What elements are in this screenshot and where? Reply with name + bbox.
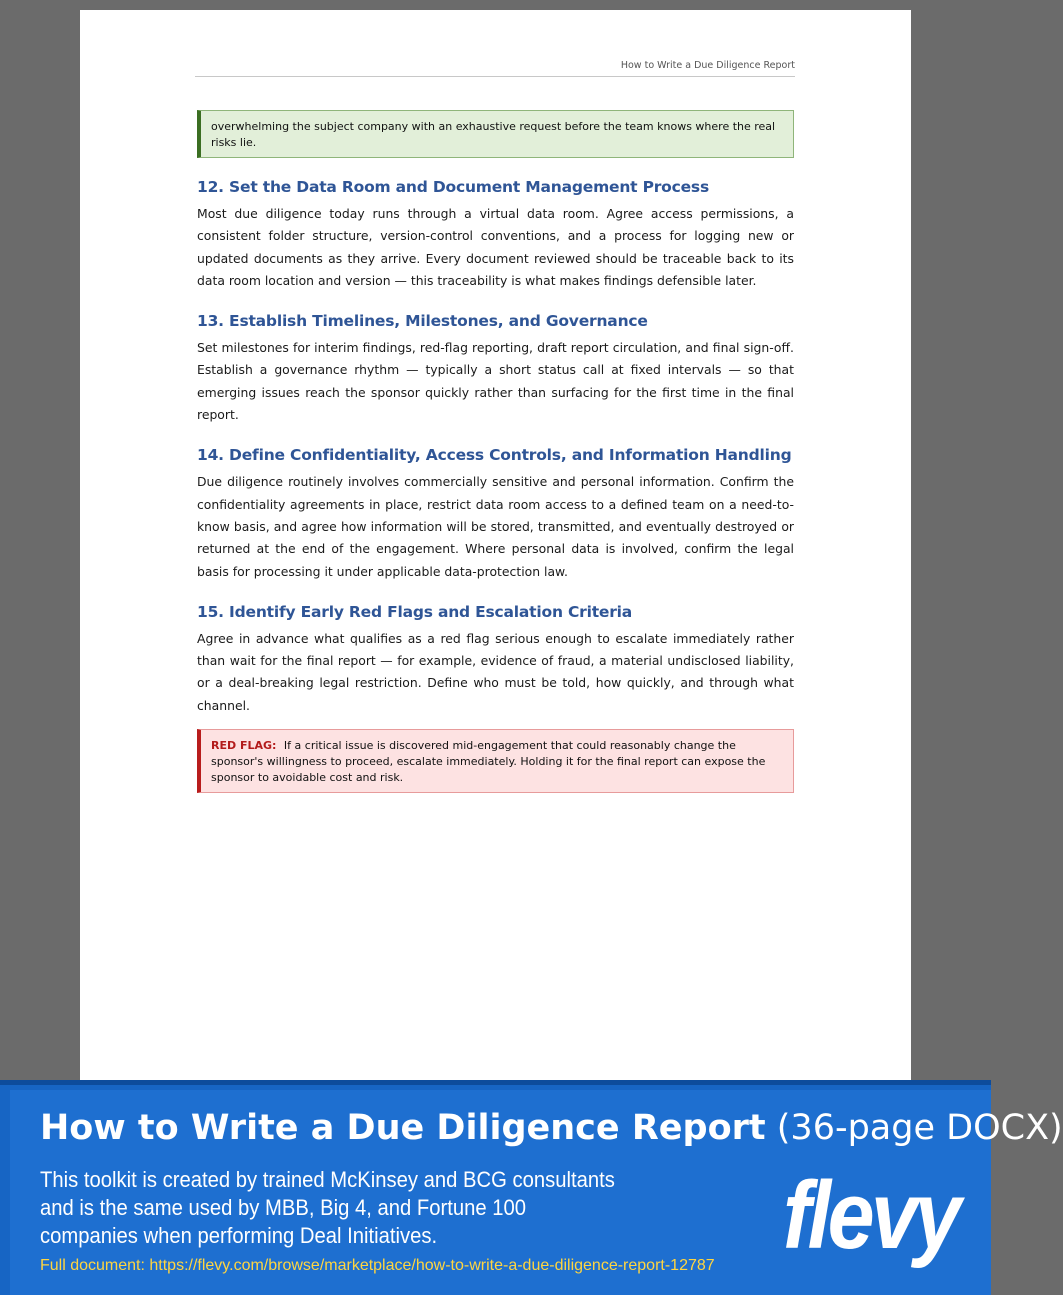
full-document-link[interactable]: Full document: https://flevy.com/browse/marketplace/how-to-write-a-due-diligence-report-12787 bbox=[40, 1257, 715, 1274]
note-callout: overwhelming the subject company with an exhaustive request before the team knows where the real risks lie. bbox=[197, 110, 794, 158]
page-content bbox=[197, 110, 794, 793]
red-flag-text: If a critical issue is discovered mid-engagement that could reasonably change the sponsor's willingness to proceed, escalate immediately. Holding it for the final report can expose the sponsor to avoidable cost and risk. bbox=[211, 739, 766, 785]
section-heading: 15. Identify Early Red Flags and Escalation Criteria bbox=[197, 602, 633, 621]
red-flag-callout bbox=[197, 729, 794, 793]
section-body: Agree in advance what qualifies as a red flag serious enough to escalate immediately rather than wait for the final report — for example, evidence of fraud, a material undisclosed liability, or a deal-breaking legal restriction. Define who must be told, how quickly, and through what channel. bbox=[197, 630, 794, 713]
section-body: Set milestones for interim findings, red-flag reporting, draft report circulation, and final sign-off. Establish a governance rhythm — typically a short status call at fixed intervals — so that emerging issues reach the sponsor quickly rather than surfacing for the first time in the final report. bbox=[197, 340, 794, 423]
red-flag-label: RED FLAG: bbox=[211, 739, 277, 753]
banner-title-main: How to Write a Due Diligence Report bbox=[40, 1108, 766, 1148]
running-header: How to Write a Due Diligence Report bbox=[195, 60, 795, 77]
banner-description: This toolkit is created by trained McKinsey and BCG consultants and is the same used by MBB, Big 4, and Fortune 100 companies when performing Deal Initiatives. bbox=[40, 1167, 615, 1248]
section-body: Due diligence routinely involves commercially sensitive and personal information. Confirm the confidentiality agreements in place, restrict data room access to a defined team on a need-to-know basis, and agree how information will be stored, transmitted, and eventually destroyed or returned at the end of the engagement. Where personal data is involved, confirm the legal basis for processing it under applicable data-protection law. bbox=[197, 474, 794, 579]
section-heading: 13. Establish Timelines, Milestones, and Governance bbox=[197, 312, 648, 331]
document-page bbox=[80, 10, 911, 1085]
section-heading: 12. Set the Data Room and Document Management Process bbox=[197, 178, 709, 196]
banner-title bbox=[40, 1108, 1063, 1148]
banner-title-format: (36-page DOCX) bbox=[776, 1108, 1063, 1148]
section-heading: 14. Define Confidentiality, Access Controls, and Information Handling bbox=[197, 446, 792, 465]
section-body: Most due diligence today runs through a virtual data room. Agree access permissions, a consistent folder structure, version-control conventions, and a process for logging new or updated documents as they arrive. Every document reviewed should be traceable back to its data room location and version — this traceability is what makes findings defensible later. bbox=[197, 206, 794, 288]
flevy-logo[interactable]: flevy bbox=[783, 1162, 958, 1269]
